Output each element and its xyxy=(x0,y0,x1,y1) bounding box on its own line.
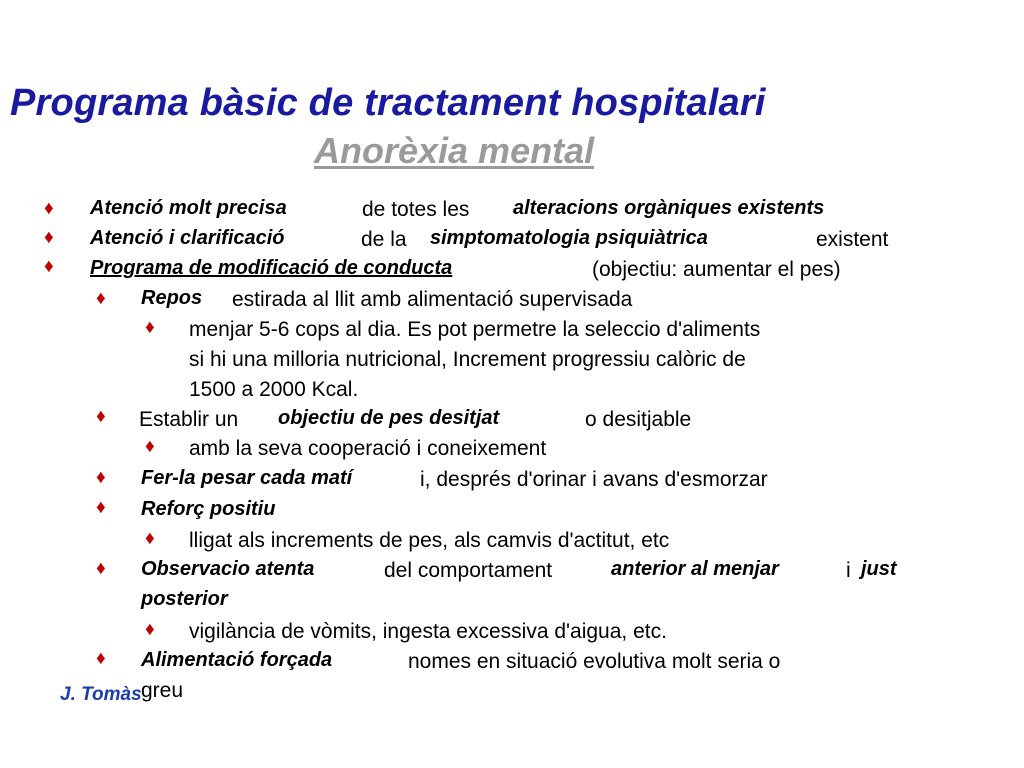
bullet-icon: ♦ xyxy=(44,198,54,219)
bullet-icon: ♦ xyxy=(96,558,106,579)
text-de-totes-les: de totes les xyxy=(362,198,470,221)
bullet-icon: ♦ xyxy=(96,288,106,309)
bullet-icon: ♦ xyxy=(44,227,54,248)
text-fer-la-pesar: Fer-la pesar cada matí xyxy=(141,467,353,489)
author-label: J. Tomàs xyxy=(60,684,142,705)
text-atencio-clarificacio: Atenció i clarificació xyxy=(90,227,285,249)
text-milloria: si hi una milloria nutricional, Increment progressiu calòric de xyxy=(189,348,746,371)
text-establir: Establir un xyxy=(139,408,239,431)
text-anterior-menjar: anterior al menjar xyxy=(611,558,779,580)
text-de-la: de la xyxy=(361,228,407,251)
bullet-icon: ♦ xyxy=(145,528,155,549)
text-just: just xyxy=(861,558,897,580)
text-vigilancia: vigilància de vòmits, ingesta excessiva d'aigua, etc. xyxy=(189,620,667,643)
slide-title: Programa bàsic de tractament hospitalari xyxy=(10,82,766,124)
text-objectiu-pes-desitjat: objectiu de pes desitjat xyxy=(278,407,500,429)
text-desitjable: o desitjable xyxy=(585,408,692,431)
text-kcal: 1500 a 2000 Kcal. xyxy=(189,378,359,401)
text-despres-orinar: i, després d'orinar i avans d'esmorzar xyxy=(420,468,768,491)
text-estirada: estirada al llit amb alimentació supervisada xyxy=(232,288,633,311)
text-cooperacio: amb la seva cooperació i coneixement xyxy=(189,437,547,460)
bullet-icon: ♦ xyxy=(145,317,155,338)
text-i: i xyxy=(846,559,851,582)
text-objectiu-pes: (objectiu: aumentar el pes) xyxy=(592,258,841,281)
text-posterior: posterior xyxy=(141,588,228,610)
text-reforc-positiu: Reforç positiu xyxy=(141,498,276,520)
bullet-icon: ♦ xyxy=(96,467,106,488)
bullet-icon: ♦ xyxy=(96,406,106,427)
bullet-icon: ♦ xyxy=(44,256,54,277)
bullet-icon: ♦ xyxy=(145,619,155,640)
text-atencio-precisa: Atenció molt precisa xyxy=(90,197,287,219)
bullet-icon: ♦ xyxy=(96,497,106,518)
text-lligat: lligat als increments de pes, als camvis d'actitut, etc xyxy=(189,529,670,552)
text-alteracions: alteracions orgàniques existents xyxy=(513,197,825,219)
text-programa-modificacio: Programa de modificació de conducta xyxy=(90,257,453,279)
text-menjar: menjar 5-6 cops al dia. Es pot permetre la seleccio d'aliments xyxy=(189,318,761,341)
bullet-icon: ♦ xyxy=(96,648,106,669)
text-del-comportament: del comportament xyxy=(384,559,553,582)
bullet-icon: ♦ xyxy=(145,436,155,457)
text-simptomatologia: simptomatologia psiquiàtrica xyxy=(430,227,708,249)
text-repos: Repos xyxy=(141,287,203,309)
text-greu: greu xyxy=(141,679,184,702)
slide-subtitle: Anorèxia mental xyxy=(314,130,595,171)
text-observacio: Observacio atenta xyxy=(141,558,315,580)
text-nomes: nomes en situació evolutiva molt seria o xyxy=(408,650,781,673)
text-existent: existent xyxy=(816,228,889,251)
text-alimentacio-forcada: Alimentació forçada xyxy=(141,649,333,671)
